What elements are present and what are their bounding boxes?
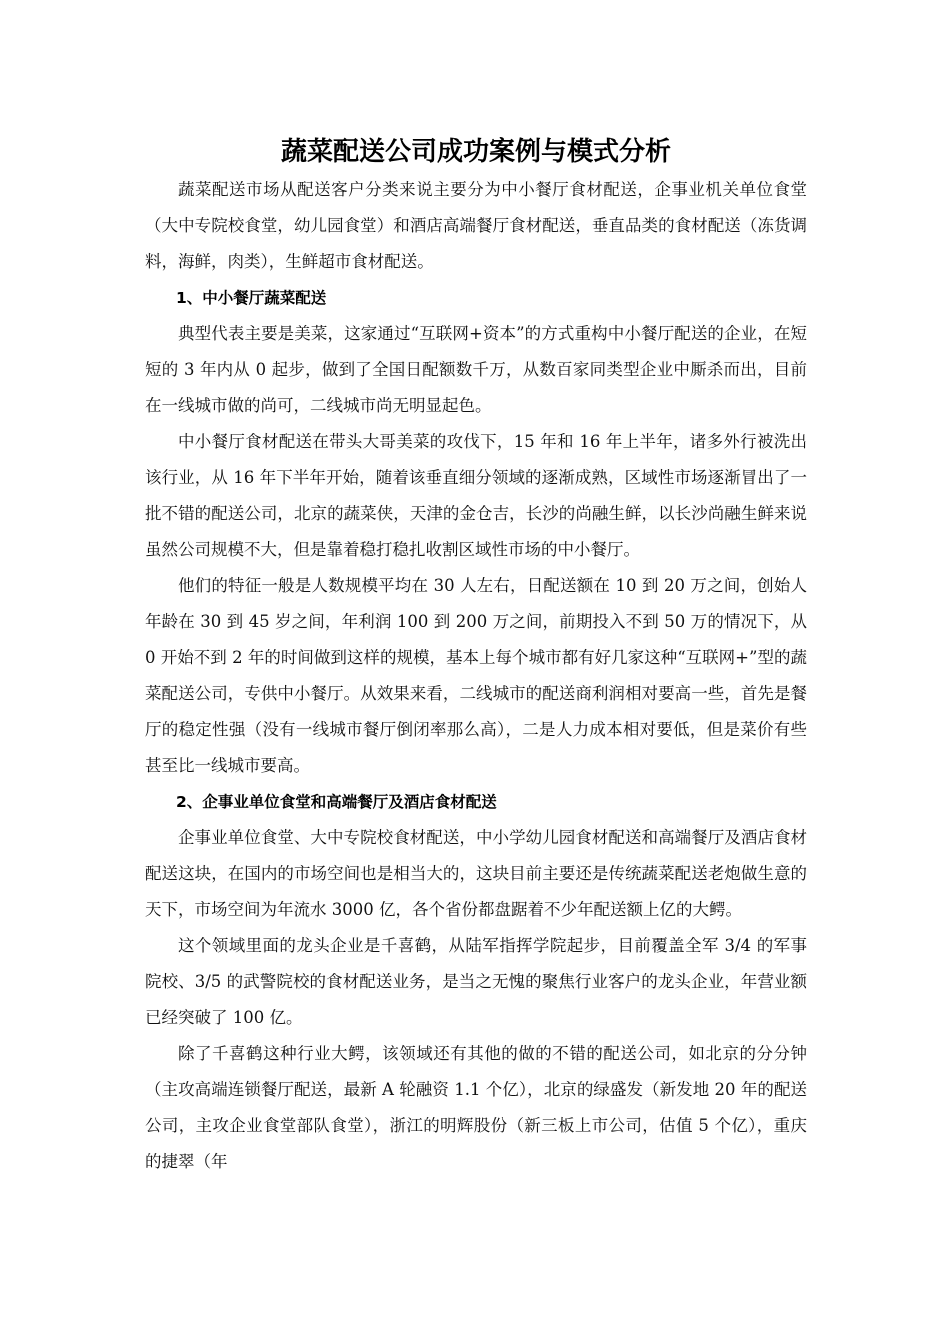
intro-paragraph: 蔬菜配送市场从配送客户分类来说主要分为中小餐厅食材配送，企事业机关单位食堂（大中专院校食堂，幼儿园食堂）和酒店高端餐厅食材配送，垂直品类的食材配送（冻货调料，海鲜，肉类），生鲜超市食材配送。 [145, 180, 807, 271]
section2-paragraph-1: 企事业单位食堂、大中专院校食材配送，中小学幼儿园食材配送和高端餐厅及酒店食材配送这块，在国内的市场空间也是相当大的，这块目前主要还是传统蔬菜配送老炮做生意的天下，市场空间为年流水 3000 亿，各个省份都盘踞着不少年配送额上亿的大鳄。 [145, 828, 807, 919]
section1-paragraph-1: 典型代表主要是美菜，这家通过“互联网+资本”的方式重构中小餐厅配送的企业，在短短的 3 年内从 0 起步，做到了全国日配额数千万，从数百家同类型企业中厮杀而出，目前在一线城市做的尚可，二线城市尚无明显起色。 [145, 324, 807, 415]
section1-paragraph-2: 中小餐厅食材配送在带头大哥美菜的攻伐下，15 年和 16 年上半年，诸多外行被洗出该行业，从 16 年下半年开始，随着该垂直细分领域的逐渐成熟，区域性市场逐渐冒出了一批不错的配送公司，北京的蔬菜侠，天津的金仓吉，长沙的尚融生鲜，以长沙尚融生鲜来说虽然公司规模不大，但是靠着稳打稳扎收割区域性市场的中小餐厅。 [145, 432, 807, 559]
section1-paragraph-3: 他们的特征一般是人数规模平均在 30 人左右，日配送额在 10 到 20 万之间，创始人年龄在 30 到 45 岁之间，年利润 100 到 200 万之间，前期投入不到 50 万的情况下，从 0 开始不到 2 年的时间做到这样的规模，基本上每个城市都有好几家这种“互联网+”型的蔬菜配送公司，专供中小餐厅。从效果来看，二线城市的配送商利润相对要高一些，首先是餐厅的稳定性强（没有一线城市餐厅倒闭率那么高），二是人力成本相对要低，但是菜价有些甚至比一线城市要高。 [145, 576, 807, 775]
section-heading-2: 2、企事业单位食堂和高端餐厅及酒店食材配送 [176, 793, 497, 811]
document-body [145, 132, 807, 1180]
section2-paragraph-2: 这个领域里面的龙头企业是千喜鹤，从陆军指挥学院起步，目前覆盖全军 3/4 的军事院校、3/5 的武警院校的食材配送业务，是当之无愧的聚焦行业客户的龙头企业，年营业额已经突破了 100 亿。 [145, 936, 807, 1027]
section-heading-1: 1、中小餐厅蔬菜配送 [176, 289, 327, 307]
section2-paragraph-3: 除了千喜鹤这种行业大鳄，该领域还有其他的做的不错的配送公司，如北京的分分钟（主攻高端连锁餐厅配送，最新 A 轮融资 1.1 个亿），北京的绿盛发（新发地 20 年的配送公司，主攻企业食堂部队食堂），浙江的明辉股份（新三板上市公司，估值 5 个亿），重庆的捷翠（年 [145, 1044, 807, 1171]
document-title: 蔬菜配送公司成功案例与模式分析 [280, 137, 671, 167]
